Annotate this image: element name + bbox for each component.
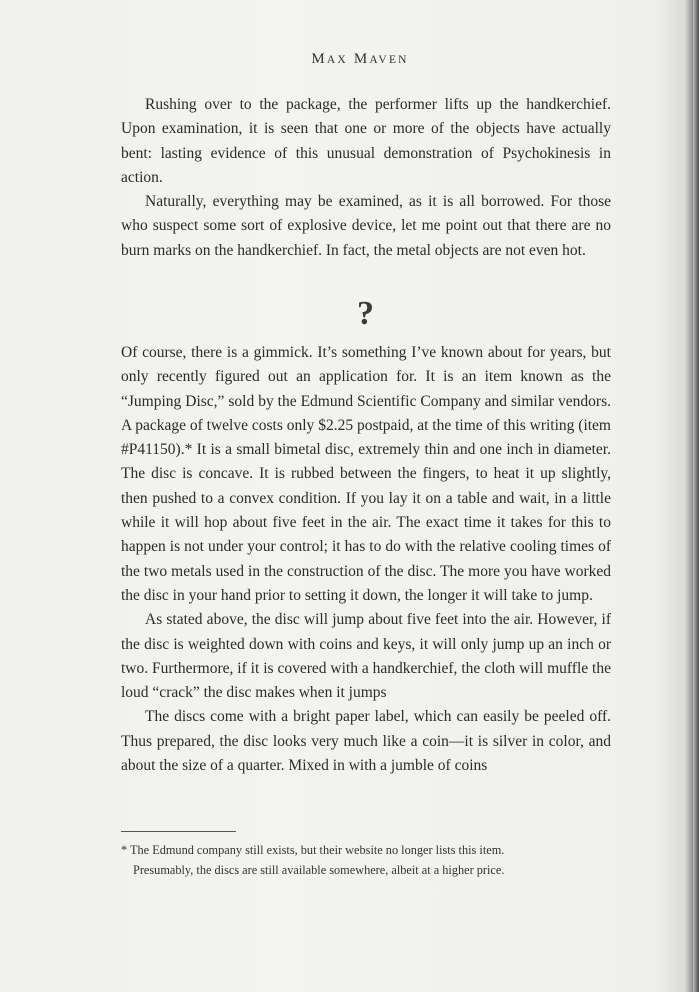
footnote-line-2: Presumably, the discs are still available somewhere, albeit at a higher price. bbox=[133, 863, 505, 877]
running-head bbox=[0, 51, 699, 68]
text-block-bottom bbox=[121, 341, 611, 778]
paragraph: The discs come with a bright paper label, which can easily be peeled off. Thus prepared, the disc looks very much like a coin—it is silver in color, and about the size of a quarter. Mixed in with a jumble of coins bbox=[121, 708, 611, 775]
paragraph: Naturally, everything may be examined, as it is all borrowed. For those who suspect some sort of explosive device, let me point out that there are no burn marks on the handkerchief. In fact, the metal objects are not even hot. bbox=[121, 193, 611, 259]
paragraph: As stated above, the disc will jump about five feet into the air. However, if the disc is weighted down with coins and keys, it will only jump up an inch or two. Furthermore, if it is covered with a handkerchief, the cloth will muffle the loud “crack” the disc makes when it jumps bbox=[121, 611, 611, 702]
footnote-rule bbox=[121, 831, 236, 832]
section-break-question-mark: ? bbox=[357, 295, 374, 332]
running-head-text: MAX MAVEN bbox=[311, 51, 409, 67]
text-block-top bbox=[121, 93, 611, 263]
paragraph: Rushing over to the package, the performer lifts up the handkerchief. Upon examination, it is seen that one or more of the objects have actually bent: lasting evidence of this unusual demonstration of Psychokinesis in action. bbox=[121, 96, 611, 186]
footnote bbox=[121, 840, 611, 880]
page-edge-shadow bbox=[693, 0, 699, 992]
footnote-line-1: * The Edmund company still exists, but their website no longer lists this item. bbox=[121, 843, 505, 857]
paragraph: Of course, there is a gimmick. It’s something I’ve known about for years, but only recently figured out an application for. It is an item known as the “Jumping Disc,” sold by the Edmund Scientific Company and similar vendors. A package of twelve costs only $2.25 postpaid, at the time of this writing (item #P41150).* It is a small bimetal disc, extremely thin and one inch in diameter. The disc is concave. It is rubbed between the fingers, to heat it up slightly, then pushed to a convex condition. If you lay it on a table and wait, in a little while it will hop about five feet in the air. The exact time it takes for this to happen is not under your control; it has to do with the relative cooling times of the two metals used in the construction of the disc. The more you have worked the disc in your hand prior to setting it down, the longer it will take to jump. bbox=[121, 344, 611, 604]
